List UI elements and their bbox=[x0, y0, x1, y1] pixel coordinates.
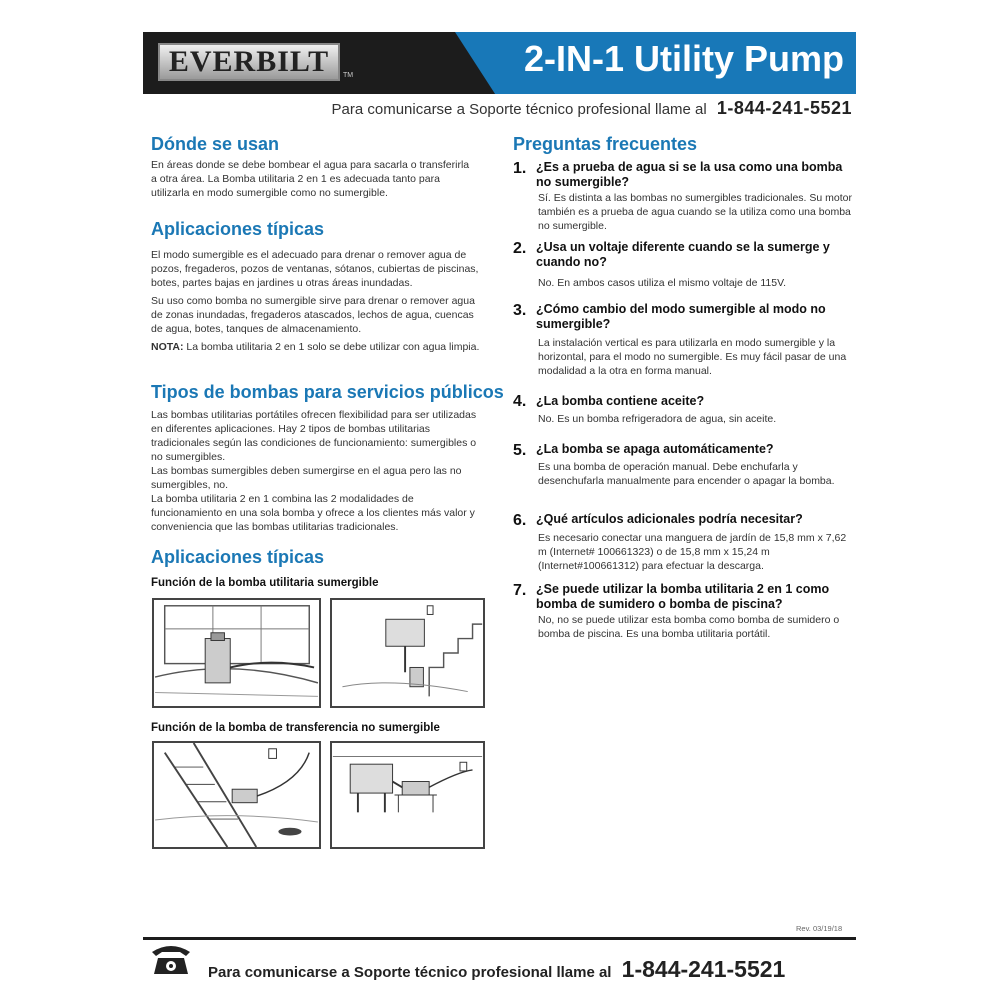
heading-faq: Preguntas frecuentes bbox=[513, 134, 698, 154]
faq-question-7: ¿Se puede utilizar la bomba utilitaria 2 en 1 como bomba de sumidero o bomba de piscina? bbox=[536, 582, 830, 611]
window-well-drawing bbox=[154, 600, 319, 706]
footer-rule bbox=[143, 937, 856, 940]
tank-drawing bbox=[332, 743, 483, 847]
tipos-paragraph-3: La bomba utilitaria 2 en 1 combina las 2 modalidades de funcionamiento en una sola bomba y ofrece a los clientes más valor y conveniencia que las bombas utilitarias tradicionales. bbox=[151, 493, 475, 533]
basement-drawing bbox=[332, 600, 483, 706]
nota-text: La bomba utilitaria 2 en 1 solo se debe utilizar con agua limpia. bbox=[183, 341, 480, 353]
faq-question-4: ¿La bomba contiene aceite? bbox=[536, 394, 705, 408]
telephone-icon bbox=[150, 940, 192, 976]
tipos-paragraph-2: Las bombas sumergibles deben sumergirse en el agua pero las no sumergibles, no. bbox=[151, 465, 462, 491]
heading-aplicaciones-2: Aplicaciones típicas bbox=[151, 547, 325, 567]
illustration-submersible-window-well bbox=[152, 598, 321, 708]
faq-number-5: 5. bbox=[513, 442, 527, 459]
donde-paragraph: En áreas donde se debe bombear el agua para sacarla o transferirla a otra área. La Bomba utilitaria 2 en 1 es adecuada tanto para utilizarla en modo sumergible como no sumergible. bbox=[151, 159, 470, 199]
donde-text bbox=[151, 158, 471, 204]
aplicaciones-text bbox=[151, 248, 486, 358]
faq-answer-2: No. En ambos casos utiliza el mismo voltaje de 115V. bbox=[538, 277, 787, 289]
faq-answer-3: La instalación vertical es para utilizarla en modo sumergible y la horizontal, para el modo no sumergible. Es muy fácil pasar de una modalidad a la otra en forma manual. bbox=[538, 337, 847, 377]
aplicaciones-paragraph-1: El modo sumergible es el adecuado para drenar o remover agua de pozos, fregaderos, pozos de ventanas, sótanos, cubiertas de piscinas, botes, partes bajas en jardines u otras áreas inundadas. bbox=[151, 249, 479, 289]
faq-question-6: ¿Qué artículos adicionales podría necesitar? bbox=[536, 512, 803, 526]
faq-number-3: 3. bbox=[513, 302, 527, 319]
footer-support-text: Para comunicarse a Soporte técnico profesional llame al bbox=[208, 964, 612, 981]
revision-date: Rev. 03/19/18 bbox=[796, 924, 843, 933]
illustration-submersible-basement bbox=[330, 598, 485, 708]
stairs-drawing bbox=[154, 743, 319, 847]
support-text: Para comunicarse a Soporte técnico profesional llame al bbox=[331, 101, 707, 118]
faq-answer-6: Es necesario conectar una manguera de jardín de 15,8 mm x 7,62 m (Internet# 100661323) o de 15,8 mm x 15,24 m (Internet#100661312) para efectuar la descarga. bbox=[538, 532, 847, 572]
page-title: 2-IN-1 Utility Pump bbox=[523, 38, 844, 79]
heading-donde: Dónde se usan bbox=[151, 134, 280, 154]
faq-answer-7: No, no se puede utilizar esta bomba como bomba de sumidero o bomba de piscina. Es una bomba utilitaria portátil. bbox=[538, 614, 840, 640]
footer-support-phone: 1-844-241-5521 bbox=[621, 956, 786, 982]
nota-label: NOTA: bbox=[151, 341, 184, 353]
nota-paragraph bbox=[151, 340, 486, 354]
subheading-no-sumergible: Función de la bomba de transferencia no sumergible bbox=[151, 722, 440, 734]
trademark-mark: TM bbox=[343, 72, 354, 79]
faq-question-1: ¿Es a prueba de agua si se la usa como una bomba no sumergible? bbox=[536, 160, 843, 189]
support-line-top bbox=[332, 98, 852, 119]
faq-question-3: ¿Cómo cambio del modo sumergible al modo no sumergible? bbox=[536, 302, 826, 331]
illustration-transfer-tank bbox=[330, 741, 485, 849]
faq-number-4: 4. bbox=[513, 393, 527, 410]
faq-number-1: 1. bbox=[513, 160, 527, 177]
faq-answer-5: Es una bomba de operación manual. Debe enchufarla y desenchufarla manualmente para encender o apagar la bomba. bbox=[538, 461, 835, 487]
faq-question-5: ¿La bomba se apaga automáticamente? bbox=[536, 442, 774, 456]
faq-answer-1: Sí. Es distinta a las bombas no sumergibles tradicionales. Su motor también es a prueba de agua cuando se la utiliza como una bomba no sumergible. bbox=[538, 192, 852, 232]
tipos-paragraph-1: Las bombas utilitarias portátiles ofrecen flexibilidad para ser utilizadas en diferentes aplicaciones. Hay 2 tipos de bombas utilitarias tradicionales según las condiciones de funcionamiento: sumergibles o no sumergibles. bbox=[151, 409, 477, 463]
aplicaciones-paragraph-2: Su uso como bomba no sumergible sirve para drenar o remover agua de zonas inundadas, fregaderos atascados, lechos de agua, cuencas de agua, botes, tanques de almacenamiento. bbox=[151, 295, 475, 335]
heading-tipos: Tipos de bombas para servicios públicos bbox=[151, 382, 504, 402]
subheading-sumergible: Función de la bomba utilitaria sumergible bbox=[151, 577, 379, 589]
illustration-transfer-stairs bbox=[152, 741, 321, 849]
faq-number-6: 6. bbox=[513, 512, 527, 529]
support-line-bottom bbox=[208, 956, 785, 983]
faq-answer-4: No. Es un bomba refrigeradora de agua, sin aceite. bbox=[538, 413, 777, 425]
everbilt-logo: EVERBILT bbox=[158, 43, 340, 81]
faq-question-2: ¿Usa un voltaje diferente cuando se la sumerge y cuando no? bbox=[536, 240, 830, 269]
heading-aplicaciones: Aplicaciones típicas bbox=[151, 219, 325, 239]
faq-number-7: 7. bbox=[513, 582, 527, 599]
faq-number-2: 2. bbox=[513, 240, 527, 257]
tipos-text bbox=[151, 408, 486, 534]
support-phone: 1-844-241-5521 bbox=[716, 98, 852, 118]
